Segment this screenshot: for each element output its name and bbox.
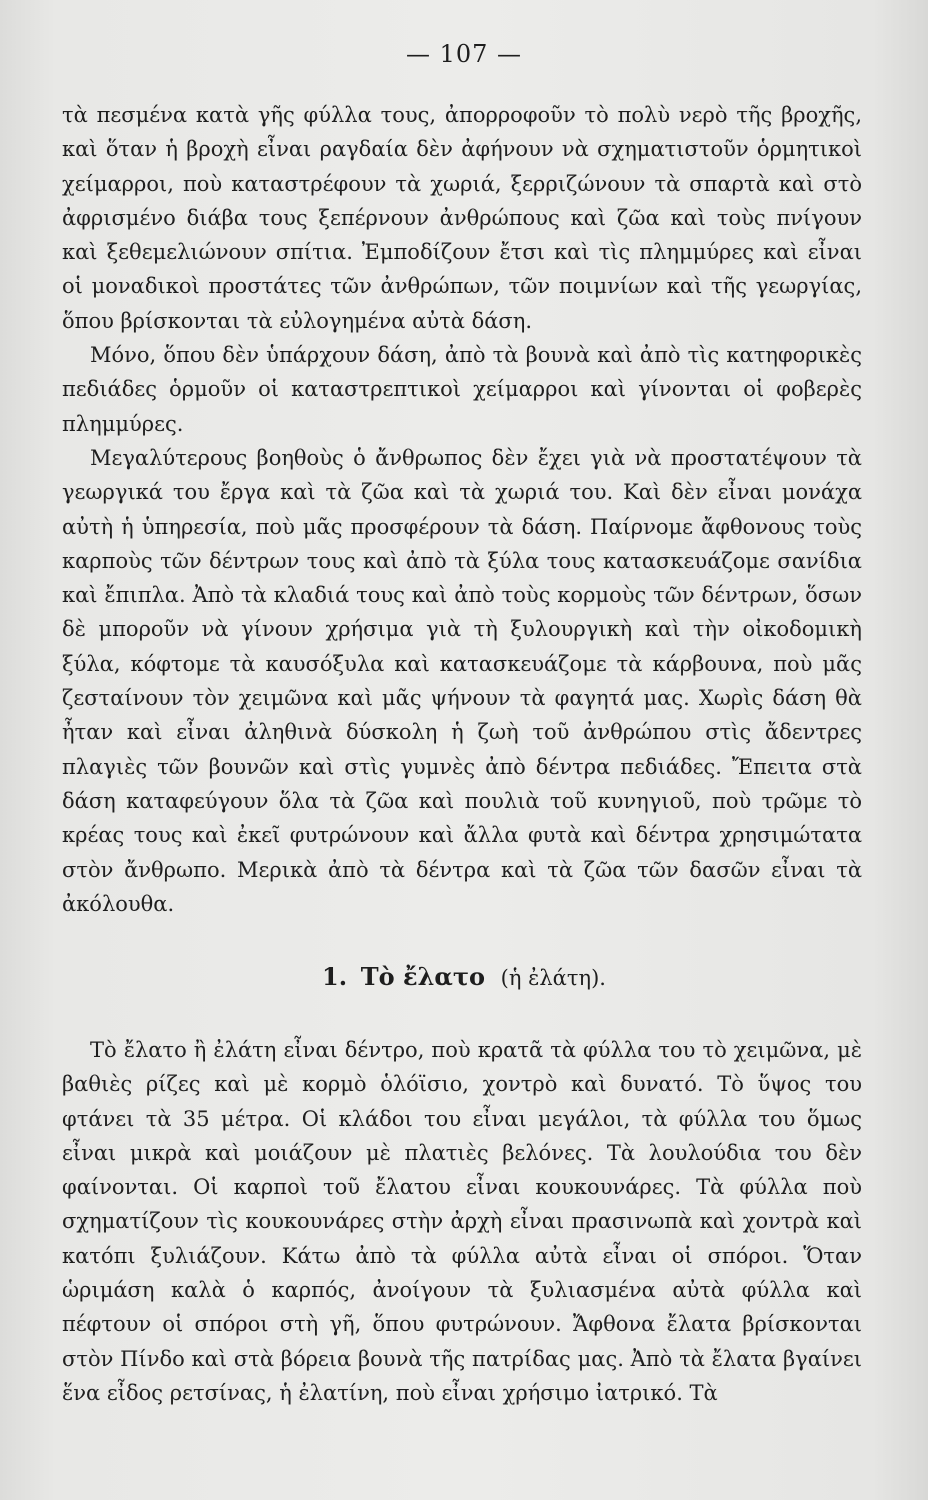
section-heading: [0, 962, 928, 991]
paragraph-forest-protection: τὰ πεσμένα κατὰ γῆς φύλλα τους, ἀπορροφοῦν τὸ πολὺ νερὸ τῆς βροχῆς, καὶ ὅταν ἡ βροχὴ εἶναι ραγδαία δὲν ἀφήνουν νὰ σχηματιστοῦν ὁρμητικοὶ χείμαρροι, ποὺ καταστρέφουν τὰ χωριά, ξερριζώνουν τὰ σπαρτὰ καὶ στὸ ἀφρισμένο διάβα τους ξεπέρνουν ἀνθρώπους καὶ ζῶα καὶ τοὺς πνίγουν καὶ ξεθεμελιώνουν σπίτια. Ἐμποδίζουν ἔτσι καὶ τὶς πλημμύρες καὶ εἶναι οἱ μοναδικοὶ προστάτες τῶν ἀνθρώπων, τῶν ποιμνίων καὶ τῆς γεωργίας, ὅπου βρίσκονται τὰ εὐλογημένα αὐτὰ δάση.: [62, 103, 862, 333]
section-number: 1.: [322, 962, 348, 991]
paragraph-forest-benefits: Μεγαλύτερους βοηθοὺς ὁ ἄνθρωπος δὲν ἔχει γιὰ νὰ προστατέψουν τὰ γεωργικά του ἔργα καὶ τὰ ζῶα καὶ τὰ χωριά του. Καὶ δὲν εἶναι μονάχα αὐτὴ ἡ ὑπηρεσία, ποὺ μᾶς προσφέρουν τὰ δάση. Παίρνομε ἄφθονους τοὺς καρποὺς τῶν δέντρων τους καὶ ἀπὸ τὰ ξύλα τους κατασκευάζομε σανίδια καὶ ἔπιπλα. Ἀπὸ τὰ κλαδιά τους καὶ ἀπὸ τοὺς κορμοὺς τῶν δέντρων, ὅσων δὲ μποροῦν νὰ γίνουν χρήσιμα γιὰ τὴ ξυλουργικὴ καὶ τὴν οἰκοδομικὴ ξύλα, κόφτομε τὰ καυσόξυλα καὶ κατασκευάζομε τὰ κάρβουνα, ποὺ μᾶς ζεσταίνουν τὸν χειμῶνα καὶ μᾶς ψήνουν τὰ φαγητά μας. Χωρὶς δάση θὰ ἦταν καὶ εἶναι ἀληθινὰ δύσκολη ἡ ζωὴ τοῦ ἀνθρώπου στὶς ἄδεντρες πλαγιὲς τῶν βουνῶν καὶ στὶς γυμνὲς ἀπὸ δέντρα πεδιάδες. Ἔπειτα στὰ δάση καταφεύγουν ὅλα τὰ ζῶα καὶ πουλιὰ τοῦ κυνηγιοῦ, ποὺ τρῶμε τὸ κρέας τους καὶ ἐκεῖ φυτρώνουν καὶ ἄλλα φυτὰ καὶ δέντρα χρησιμώτατα στὸν ἄνθρωπο. Μερικὰ ἀπὸ τὰ δέντρα καὶ τὰ ζῶα τῶν δασῶν εἶναι τὰ ἀκόλουθα.: [62, 446, 862, 916]
section-title: Τὸ ἔλατο: [360, 962, 486, 991]
paragraph-floods: Μόνο, ὅπου δὲν ὑπάρχουν δάση, ἀπὸ τὰ βουνὰ καὶ ἀπὸ τὶς κατηφορικὲς πεδιάδες ὁρμοῦν οἱ καταστρεπτικοὶ χείμαρροι καὶ γίνονται οἱ φοβερὲς πλημμύρες.: [62, 343, 862, 436]
section-subtitle: (ἡ ἐλάτη).: [500, 966, 606, 990]
page-number: — 107 —: [405, 40, 523, 68]
paragraph-fir-tree: Τὸ ἔλατο ἢ ἐλάτη εἶναι δέντρο, ποὺ κρατᾶ τὰ φύλλα του τὸ χειμῶνα, μὲ βαθιὲς ρίζες καὶ μὲ κορμὸ ὁλόϊσιο, χοντρὸ καὶ δυνατό. Τὸ ὕψος του φτάνει τὰ 35 μέτρα. Οἱ κλάδοι του εἶναι μεγάλοι, τὰ φύλλα του ὅμως εἶναι μικρὰ καὶ μοιάζουν μὲ πλατιὲς βελόνες. Τὰ λουλούδια του δὲν φαίνονται. Οἱ καρποὶ τοῦ ἔλατου εἶναι κουκουνάρες. Τὰ φύλλα ποὺ σχηματίζουν τὶς κουκουνάρες στὴν ἀρχὴ εἶναι πρασινωπὰ καὶ χοντρὰ καὶ κατόπι ξυλιάζουν. Κάτω ἀπὸ τὰ φύλλα αὐτὰ εἶναι οἱ σπόροι. Ὅταν ὡριμάση καλὰ ὁ καρπός, ἀνοίγουν τὰ ξυλιασμένα αὐτὰ φύλλα καὶ πέφτουν οἱ σπόροι στὴ γῆ, ὅπου φυτρώνουν. Ἄφθονα ἔλατα βρίσκονται στὸν Πίνδο καὶ στὰ βόρεια βουνὰ τῆς πατρίδας μας. Ἀπὸ τὰ ἔλατα βγαίνει ἕνα εἶδος ρετσίνας, ἡ ἐλατίνη, ποὺ εἶναι χρήσιμο ἰατρικό. Τὰ: [62, 1038, 862, 1405]
